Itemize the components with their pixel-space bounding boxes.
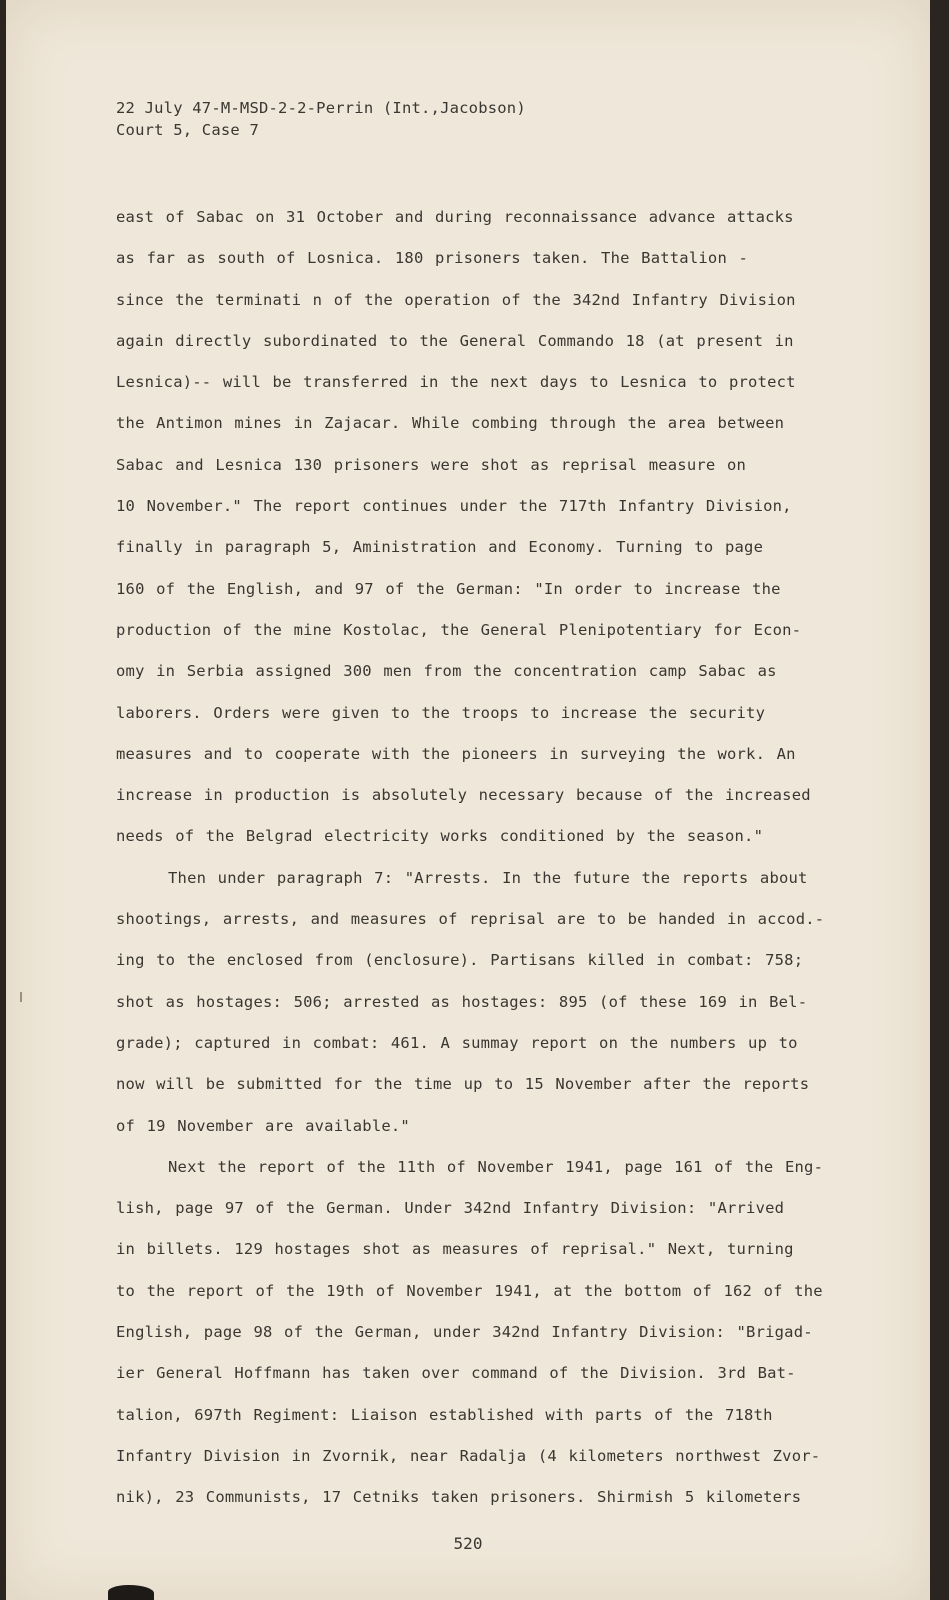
body-line: to the report of the 19th of November 1941, at the bottom of 162 of the bbox=[116, 1281, 823, 1300]
body-line: Sabac and Lesnica 130 prisoners were shot as reprisal measure on bbox=[116, 455, 747, 474]
body-line: ing to the enclosed from (enclosure). Partisans killed in combat: 758; bbox=[116, 951, 804, 970]
body-line: 160 of the English, and 97 of the German: "In order to increase the bbox=[116, 579, 781, 598]
body-line: shot as hostages: 506; arrested as hostages: 895 (of these 169 in Bel- bbox=[116, 992, 808, 1011]
body-line: talion, 697th Regiment: Liaison established with parts of the 718th bbox=[116, 1405, 773, 1424]
header-reference-line: 22 July 47-M-MSD-2-2-Perrin (Int.,Jacobson) bbox=[116, 99, 526, 117]
body-line: omy in Serbia assigned 300 men from the concentration camp Sabac as bbox=[116, 662, 777, 681]
page-number: 520 bbox=[453, 1534, 483, 1553]
body-line: Lesnica)-- will be transferred in the next days to Lesnica to protect bbox=[116, 373, 796, 392]
document-page bbox=[6, 0, 930, 1600]
body-line: of 19 November are available." bbox=[116, 1116, 410, 1135]
body-line: again directly subordinated to the General Commando 18 (at present in bbox=[116, 331, 794, 350]
body-line: shootings, arrests, and measures of reprisal are to be handed in accod.- bbox=[116, 910, 825, 929]
body-line: finally in paragraph 5, Aministration and Economy. Turning to page bbox=[116, 538, 764, 557]
body-line: grade); captured in combat: 461. A summay report on the numbers up to bbox=[116, 1033, 798, 1052]
body-line: now will be submitted for the time up to 15 November after the reports bbox=[116, 1075, 810, 1094]
body-line: Then under paragraph 7: "Arrests. In the future the reports about bbox=[168, 868, 808, 887]
body-line: since the terminati n of the operation of the 342nd Infantry Division bbox=[116, 290, 796, 309]
margin-mark bbox=[20, 992, 22, 1002]
ink-smudge bbox=[108, 1585, 154, 1600]
body-line: English, page 98 of the German, under 342nd Infantry Division: "Brigad- bbox=[116, 1323, 813, 1342]
body-line: laborers. Orders were given to the troops to increase the security bbox=[116, 703, 766, 722]
body-line: 10 November." The report continues under the 717th Infantry Division, bbox=[116, 497, 792, 516]
body-line: Infantry Division in Zvornik, near Radalja (4 kilometers northwest Zvor- bbox=[116, 1446, 821, 1465]
body-line: as far as south of Losnica. 180 prisoners taken. The Battalion - bbox=[116, 249, 749, 268]
body-line: increase in production is absolutely necessary because of the increased bbox=[116, 786, 811, 805]
body-line: the Antimon mines in Zajacar. While combing through the area between bbox=[116, 414, 785, 433]
body-line: needs of the Belgrad electricity works conditioned by the season." bbox=[116, 827, 764, 846]
body-line: production of the mine Kostolac, the General Plenipotentiary for Econ- bbox=[116, 620, 802, 639]
body-line: nik), 23 Communists, 17 Cetniks taken prisoners. Shirmish 5 kilometers bbox=[116, 1488, 802, 1507]
body-line: ier General Hoffmann has taken over command of the Division. 3rd Bat- bbox=[116, 1364, 796, 1383]
header-court-line: Court 5, Case 7 bbox=[116, 121, 259, 139]
document-body bbox=[116, 197, 824, 1519]
body-line: measures and to cooperate with the pioneers in surveying the work. An bbox=[116, 744, 796, 763]
body-line: in billets. 129 hostages shot as measures of reprisal." Next, turning bbox=[116, 1240, 794, 1259]
body-line: east of Sabac on 31 October and during reconnaissance advance attacks bbox=[116, 208, 794, 226]
document-header bbox=[116, 97, 526, 141]
body-line: Next the report of the 11th of November 1941, page 161 of the Eng- bbox=[168, 1157, 824, 1176]
body-line: lish, page 97 of the German. Under 342nd Infantry Division: "Arrived bbox=[116, 1199, 785, 1218]
